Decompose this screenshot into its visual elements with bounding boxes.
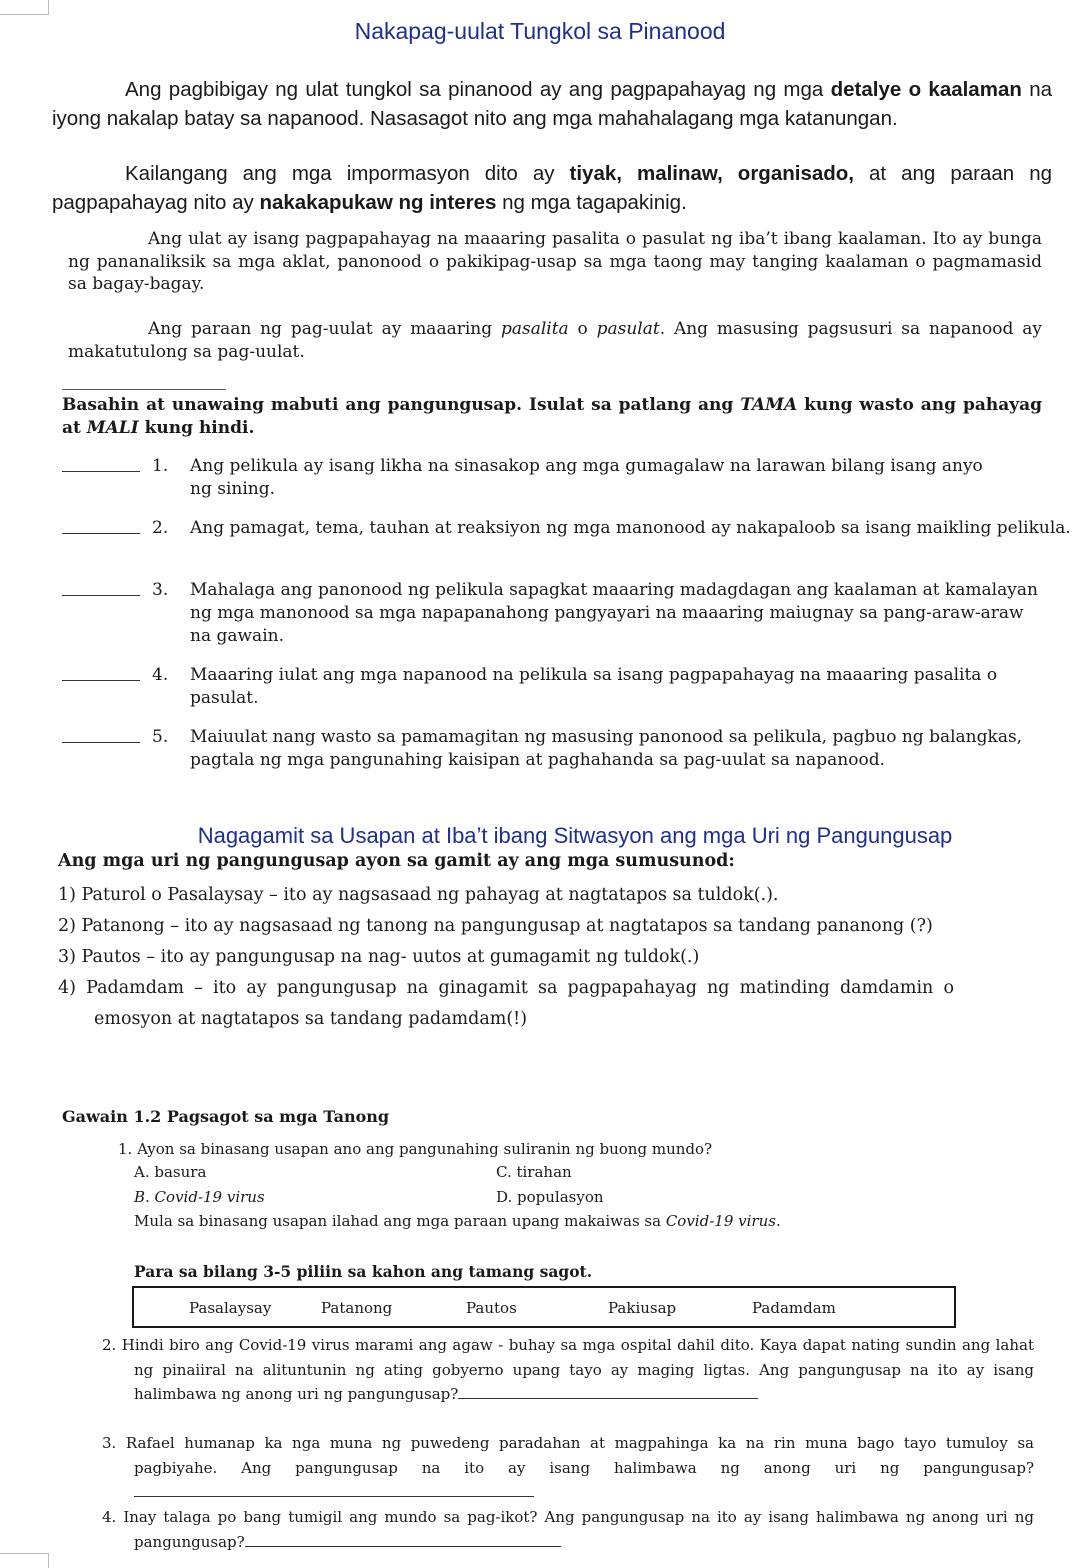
choice-pautos[interactable]: Pautos <box>466 1299 517 1317</box>
sentence-type-paturol: 1) Paturol o Pasalaysay – ito ay nagsasaad ng pahayag at nagtatapos sa tuldok(.). <box>58 885 779 905</box>
answer-blank[interactable] <box>62 742 140 743</box>
section-2-lead: Ang mga uri ng pangungusap ayon sa gamit ay ang mga sumusunod: <box>58 851 735 871</box>
report-paragraph-2: Ang paraan ng pag-uulat ay maaaring pasalita o pasulat. Ang masusing pagsusuri sa napanood ay makatutulong sa pag-uulat. <box>68 319 1042 362</box>
item-number: 1. <box>152 456 169 476</box>
section-2-title: Nagagamit sa Usapan at Iba’t ibang Sitwasyon ang mga Uri ng Pangungusap <box>197 823 953 848</box>
item-text: Maiuulat nang wasto sa pamamagitan ng masusing panonood sa pelikula, pagbuo ng balangkas, pagtala ng mga pangunahing kaisipan at paghahanda sa pag-uulat sa napanood. <box>190 727 1023 770</box>
report-paragraph-1: Ang ulat ay isang pagpapahayag na maaaring pasalita o pasulat ng iba’t ibang kaalaman. Ito ay bunga ng pananaliksik sa mga aklat, panonood o pakikipag-usap sa mga taong may tanging kaalaman o pagmamasid sa bagay-bagay. <box>68 229 1042 294</box>
sentence-type-patanong: 2) Patanong – ito ay nagsasaad ng tanong na pangungusap at nagtatapos sa tandang pananong (?) <box>58 916 933 936</box>
answer-blank[interactable] <box>62 471 140 472</box>
choice-pasalaysay[interactable]: Pasalaysay <box>189 1299 272 1317</box>
true-false-instruction: Basahin at unawaing mabuti ang pangungusap. Isulat sa patlang ang TAMA kung wasto ang pahayag at MALI kung hindi. <box>62 395 1042 438</box>
choice-padamdam[interactable]: Padamdam <box>752 1299 836 1317</box>
answer-blank[interactable] <box>62 533 140 534</box>
item-number: 4. <box>152 665 169 685</box>
question-2: 2. Hindi biro ang Covid-19 virus marami ang agaw - buhay sa mga ospital dahil dito. Kaya dapat nating sundin ang lahat ng pinaiiral na alituntunin ng ating gobyerno upang tayo ay maging ligtas. Ang pangungusap na ito ay isang halimbawa ng anong uri ng pangungusap? <box>102 1336 1034 1403</box>
answer-blank[interactable] <box>62 595 140 596</box>
sentence-types-list <box>58 880 982 1035</box>
item-number: 5. <box>152 727 169 747</box>
covid-note: Mula sa binasang usapan ilahad ang mga paraan upang makaiwas sa Covid-19 virus. <box>134 1212 781 1230</box>
choose-instruction: Para sa bilang 3-5 piliin sa kahon ang tamang sagot. <box>134 1262 593 1281</box>
gawain-title: Gawain 1.2 Pagsagot sa mga Tanong <box>62 1107 390 1126</box>
choice-pakiusap[interactable]: Pakiusap <box>608 1299 677 1317</box>
section-divider <box>62 389 226 390</box>
item-number: 2. <box>152 518 169 538</box>
option-c[interactable]: C. tirahan <box>496 1163 572 1181</box>
intro-paragraph-2: Kailangang ang mga impormasyon dito ay tiyak, malinaw, organisado, at ang paraan ng pagpapahayag nito ay nakakapukaw ng interes ng mga tagapakinig. <box>52 162 1053 214</box>
option-d[interactable]: D. populasyon <box>496 1188 604 1206</box>
item-number: 3. <box>152 580 169 600</box>
option-b[interactable]: B. Covid-19 virus <box>134 1188 265 1206</box>
question-1: 1. Ayon sa binasang usapan ano ang pangunahing suliranin ng buong mundo? <box>118 1140 713 1158</box>
option-a[interactable]: A. basura <box>134 1163 207 1181</box>
choice-patanong[interactable]: Patanong <box>321 1299 393 1317</box>
answer-blank[interactable] <box>458 1386 758 1399</box>
answer-blank[interactable] <box>62 680 140 681</box>
intro-paragraph-1: Ang pagbibigay ng ulat tungkol sa pinanood ay ang pagpapahayag ng mga detalye o kaalaman na iyong nakalap batay sa napanood. Nasasagot nito ang mga mahahalagang mga katanungan. <box>52 78 1052 130</box>
question-4: 4. Inay talaga po bang tumigil ang mundo sa pag-ikot? Ang pangungusap na ito ay isang halimbawa ng anong uri ng pangungusap? <box>102 1508 1034 1551</box>
item-text: Ang pelikula ay isang likha na sinasakop ang mga gumagalaw na larawan bilang isang anyo ng sining. <box>190 456 983 499</box>
sentence-type-padamdam: 4) Padamdam – ito ay pangungusap na ginagamit sa pagpapahayag ng matinding damdamin o emosyon at nagtatapos sa tandang padamdam(!) <box>58 978 954 1029</box>
item-text: Maaaring iulat ang mga napanood na pelikula sa isang pagpapahayag na maaaring pasalita o pasulat. <box>190 665 998 708</box>
sentence-type-pautos: 3) Pautos – ito ay pangungusap na nag- uutos at gumagamit ng tuldok(.) <box>58 947 700 967</box>
item-text: Ang pamagat, tema, tauhan at reaksiyon ng mga manonood ay nakapaloob sa isang maikling pelikula. <box>190 518 1071 538</box>
answer-blank[interactable] <box>134 1484 534 1497</box>
answer-blank[interactable] <box>245 1534 561 1547</box>
answer-choice-box <box>132 1286 956 1328</box>
item-text: Mahalaga ang panonood ng pelikula sapagkat maaaring madagdagan ang kaalaman at kamalayan ng mga manonood sa mga napapanahong pangyayari na maaaring maiugnay sa pang-araw-araw na gawain. <box>190 580 1038 646</box>
page-title: Nakapag-uulat Tungkol sa Pinanood <box>354 18 726 44</box>
question-3: 3. Rafael humanap ka nga muna ng puwedeng paradahan at magpahinga ka na rin muna bago tayo tumuloy sa pagbiyahe. Ang pangungusap na ito ay isang halimbawa ng anong uri ng pangungusap? <box>102 1431 1034 1505</box>
